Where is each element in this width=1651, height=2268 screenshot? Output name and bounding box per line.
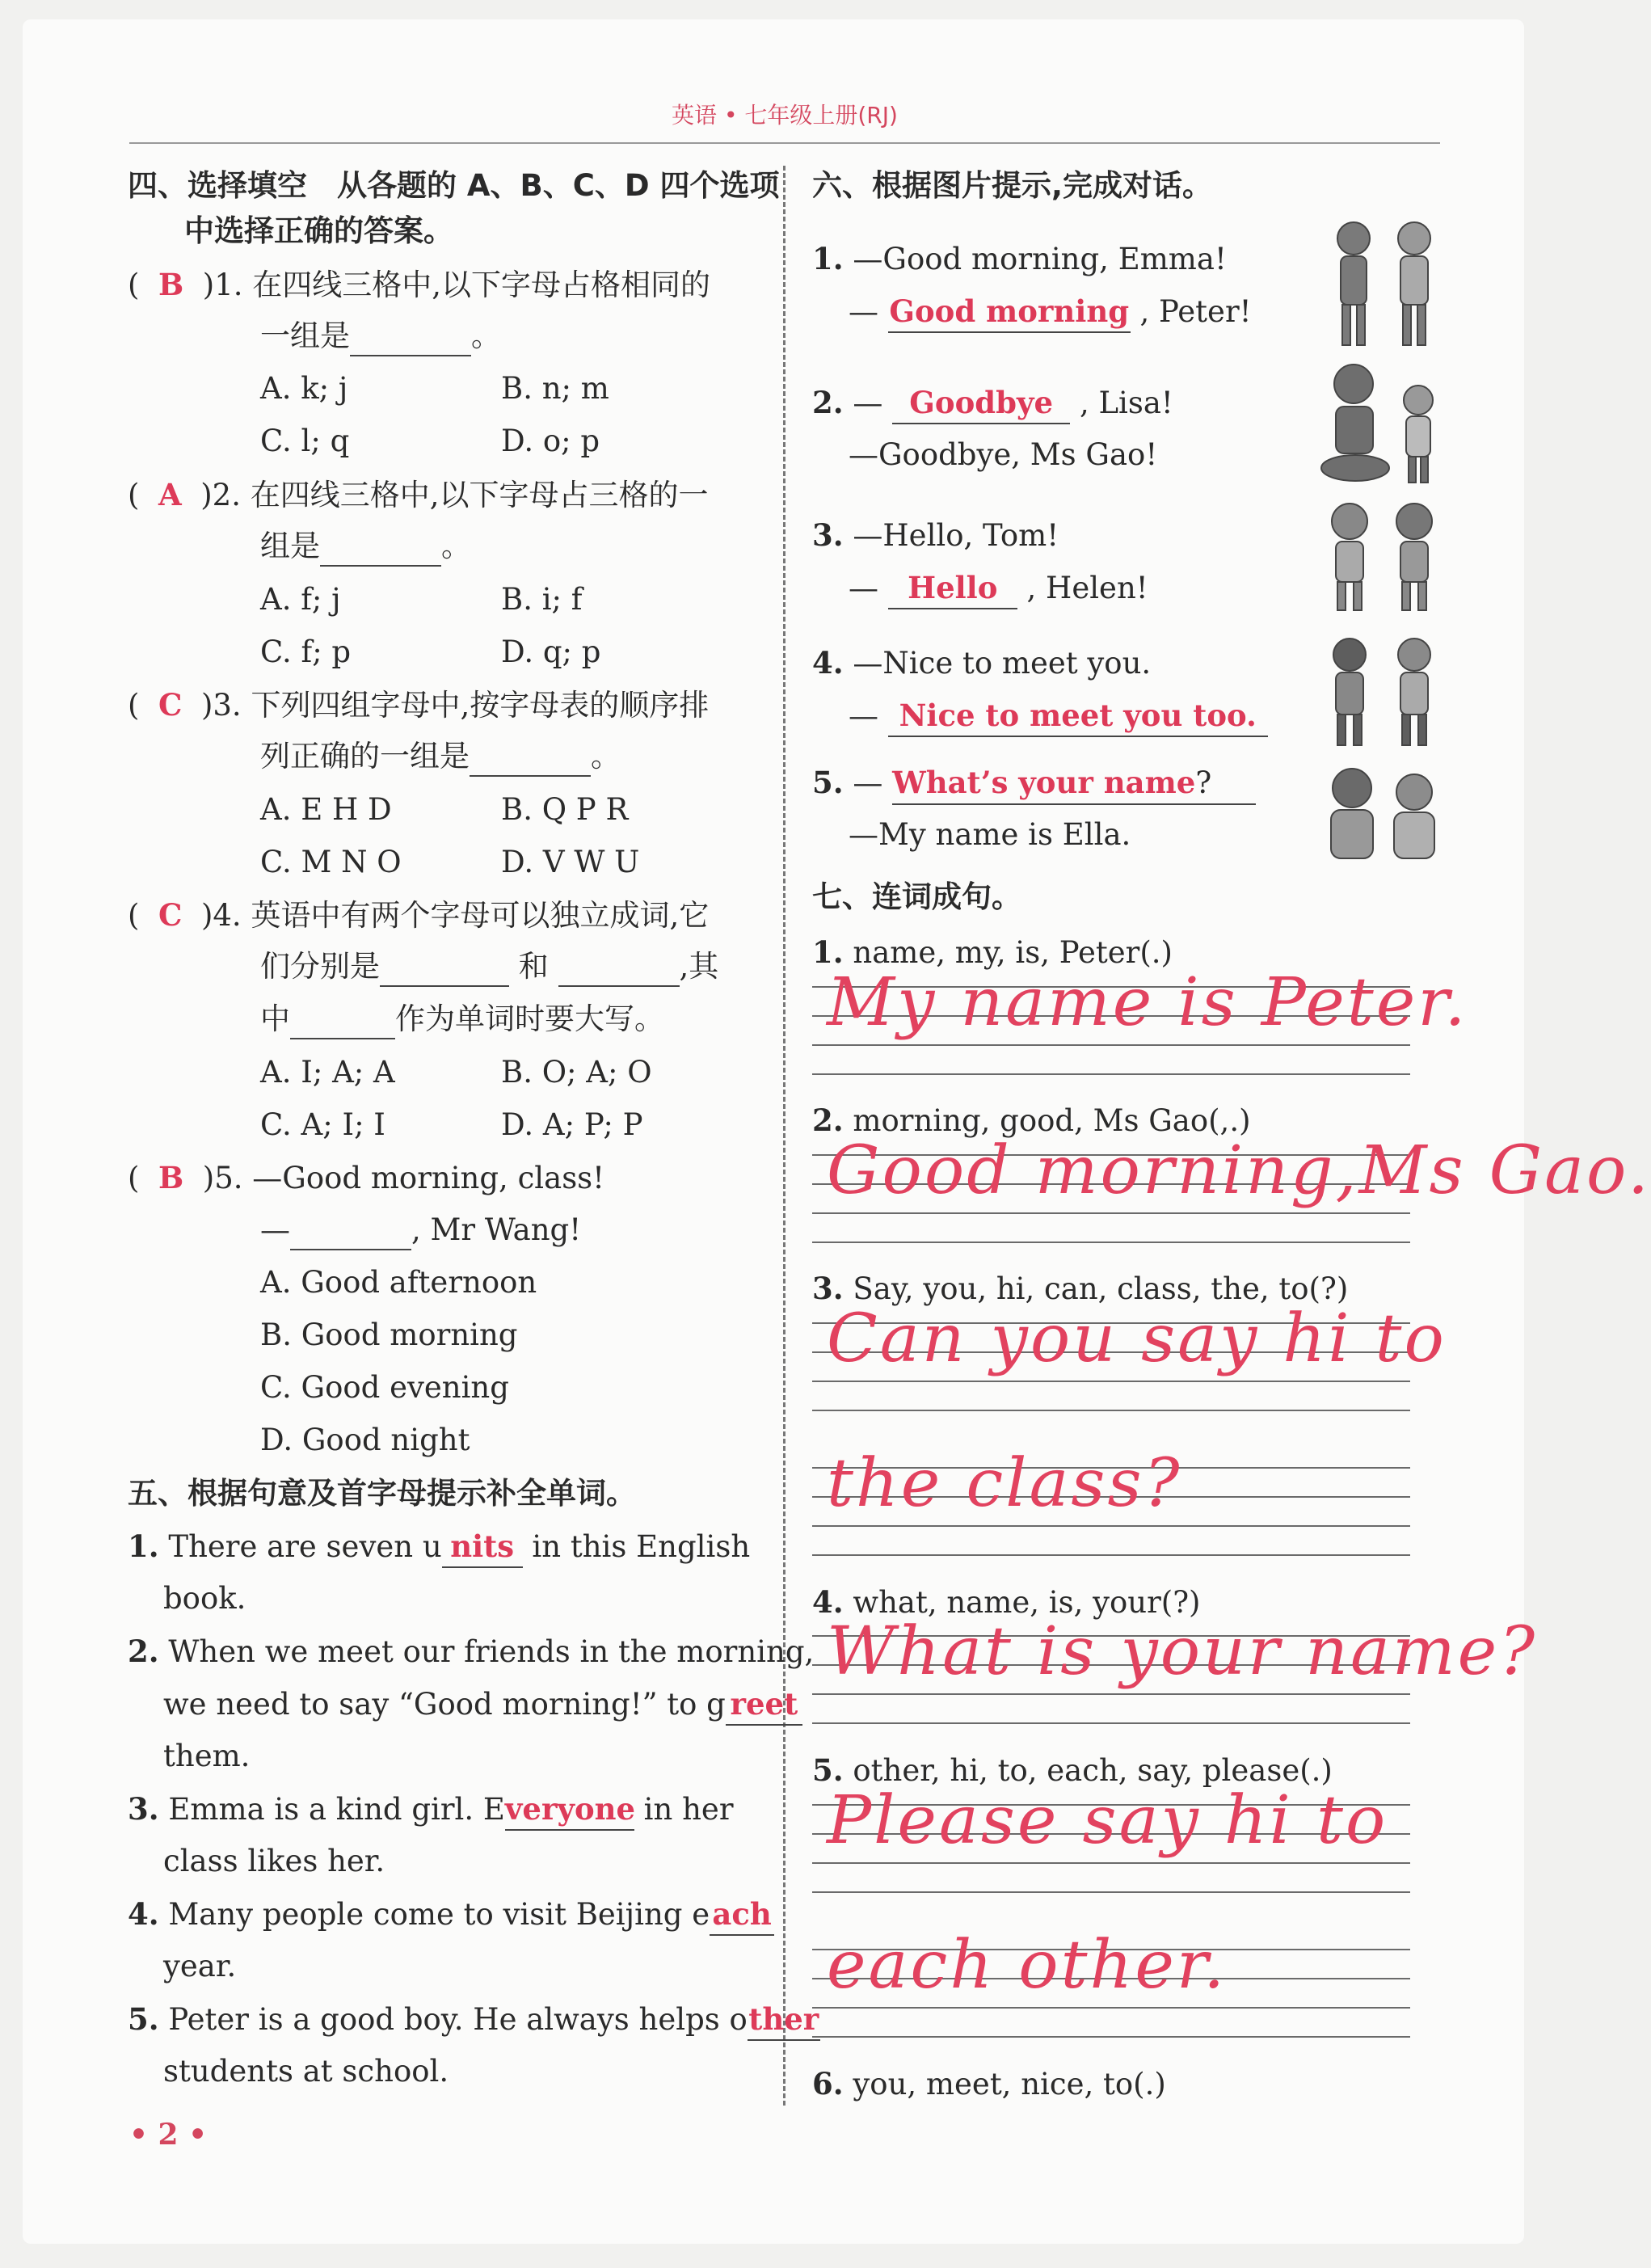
option-5a: A. Good afternoon bbox=[260, 1265, 537, 1300]
question-2-cont: 组是 。 bbox=[260, 526, 471, 567]
reorder-3: 3. Say, you, hi, can, class, the, to(?) bbox=[812, 1271, 1349, 1306]
reorder-6: 6. you, meet, nice, to(.) bbox=[812, 2066, 1166, 2101]
reorder-5: 5. other, hi, to, each, say, please(.) bbox=[812, 1752, 1333, 1788]
handwritten-answer-3b: the class? bbox=[827, 1445, 1182, 1522]
answer-5: B bbox=[158, 1160, 184, 1195]
dialog-2: 2. — Goodbye , Lisa! bbox=[812, 382, 1173, 424]
dialog-2-reply: —Goodbye, Ms Gao! bbox=[849, 437, 1158, 472]
dialog-5-reply: —My name is Ella. bbox=[849, 817, 1131, 852]
fill-1: 1. There are seven u nits in this English bbox=[128, 1526, 750, 1568]
handwritten-answer-3a: Can you say hi to bbox=[827, 1301, 1447, 1377]
fill-2-cont2: them. bbox=[163, 1739, 251, 1773]
high-five-illustration bbox=[1313, 630, 1451, 752]
question-4-cont2: 中 作为单词时要大写。 bbox=[260, 999, 664, 1039]
fill-2: 2. When we meet our friends in the morning, bbox=[128, 1634, 815, 1669]
question-4: ( C )4. 英语中有两个字母可以独立成词,它 bbox=[128, 897, 710, 933]
dialog-1: 1. —Good morning, Emma! bbox=[812, 241, 1227, 276]
question-5-cont: — , Mr Wang! bbox=[260, 1210, 581, 1250]
reorder-2: 2. morning, good, Ms Gao(,.) bbox=[812, 1102, 1251, 1138]
question-4-cont: 们分别是 和 ,其 bbox=[260, 946, 718, 987]
option-4d: D. A; P; P bbox=[501, 1107, 643, 1142]
option-2b: B. i; f bbox=[501, 582, 583, 617]
option-4b: B. O; A; O bbox=[501, 1055, 652, 1090]
question-3: ( C )3. 下列四组字母中,按字母表的顺序排 bbox=[128, 687, 710, 723]
dialog-3-answer: — Hello , Helen! bbox=[849, 567, 1148, 609]
option-1d: D. o; p bbox=[501, 424, 600, 458]
option-3c: C. M N O bbox=[260, 845, 402, 879]
fill-1-cont: book. bbox=[163, 1581, 246, 1616]
handwritten-answer-5b: each other. bbox=[827, 1927, 1228, 2004]
kids-waving-illustration bbox=[1313, 214, 1451, 352]
answer-1: B bbox=[158, 267, 184, 302]
option-2d: D. q; p bbox=[501, 634, 601, 669]
dialog-1-answer: — Good morning , Peter! bbox=[849, 291, 1252, 333]
question-1-cont: 一组是 。 bbox=[260, 316, 501, 356]
answer-4: C bbox=[158, 897, 183, 933]
page-number: • 2 • bbox=[129, 2118, 208, 2152]
teacher-girl-illustration bbox=[1313, 360, 1451, 489]
fill-4-cont: year. bbox=[163, 1949, 237, 1983]
handwritten-answer-4: What is your name? bbox=[827, 1613, 1538, 1690]
handwritten-answer-2: Good morning,Ms Gao. bbox=[827, 1132, 1651, 1209]
option-3d: D. V W U bbox=[501, 845, 640, 879]
section5-title: 五、根据句意及首字母提示补全单词。 bbox=[128, 1476, 636, 1511]
option-1b: B. n; m bbox=[501, 371, 609, 406]
reorder-1: 1. name, my, is, Peter(.) bbox=[812, 934, 1173, 970]
option-2a: A. f; j bbox=[260, 582, 341, 617]
section7-title: 七、连词成句。 bbox=[812, 879, 1021, 914]
question-2: ( A )2. 在四线三格中,以下字母占三格的一 bbox=[128, 477, 709, 512]
section4-title-cont: 中选择正确的答案。 bbox=[184, 213, 453, 248]
fill-3: 3. Emma is a kind girl. Everyone in her bbox=[128, 1789, 734, 1831]
dialog-4: 4. —Nice to meet you. bbox=[812, 645, 1152, 681]
option-5d: D. Good night bbox=[260, 1423, 470, 1457]
fill-5-cont: students at school. bbox=[163, 2054, 449, 2089]
kids-greeting-illustration bbox=[1313, 497, 1451, 618]
dialog-4-answer: — Nice to meet you too. bbox=[849, 695, 1268, 737]
dialog-5: 5. — What’s your name? bbox=[812, 762, 1256, 805]
option-5b: B. Good morning bbox=[260, 1317, 518, 1352]
option-4a: A. I; A; A bbox=[260, 1055, 395, 1090]
option-1c: C. l; q bbox=[260, 424, 350, 458]
page-header: 英语 • 七年级上册(RJ) bbox=[129, 89, 1440, 144]
section4-title: 四、选择填空 从各题的 A、B、C、D 四个选项 bbox=[128, 168, 780, 203]
question-1: ( B )1. 在四线三格中,以下字母占格相同的 bbox=[128, 267, 711, 302]
fill-3-cont: class likes her. bbox=[163, 1844, 385, 1878]
option-2c: C. f; p bbox=[260, 634, 352, 669]
section6-title: 六、根据图片提示,完成对话。 bbox=[812, 168, 1213, 203]
column-divider bbox=[783, 166, 785, 2106]
fill-2-cont: we need to say “Good morning!” to g reet bbox=[163, 1684, 802, 1726]
option-5c: C. Good evening bbox=[260, 1370, 509, 1405]
answer-2: A bbox=[158, 477, 182, 512]
answer-3: C bbox=[158, 687, 183, 723]
option-1a: A. k; j bbox=[260, 371, 348, 406]
fill-4: 4. Many people come to visit Beijing each bbox=[128, 1894, 774, 1936]
option-4c: C. A; I; I bbox=[260, 1107, 385, 1142]
handwritten-answer-1: My name is Peter. bbox=[827, 964, 1468, 1041]
reorder-4: 4. what, name, is, your(?) bbox=[812, 1584, 1201, 1620]
question-3-cont: 列正确的一组是 。 bbox=[260, 736, 621, 777]
question-5: ( B )5. —Good morning, class! bbox=[128, 1160, 605, 1195]
handwritten-answer-5a: Please say hi to bbox=[827, 1782, 1388, 1859]
dialog-3: 3. —Hello, Tom! bbox=[812, 517, 1059, 553]
option-3b: B. Q P R bbox=[501, 792, 629, 827]
option-3a: A. E H D bbox=[260, 792, 392, 827]
fill-5: 5. Peter is a good boy. He always helps other bbox=[128, 1999, 820, 2041]
two-girls-illustration bbox=[1313, 760, 1451, 865]
